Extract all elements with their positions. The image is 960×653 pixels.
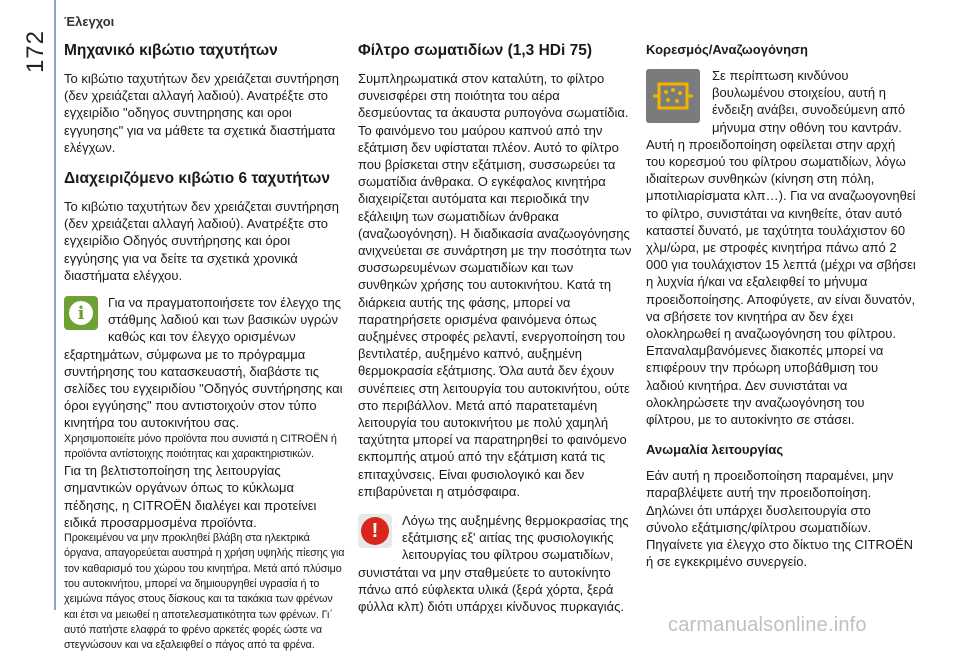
warning-icon: ! [358, 514, 392, 548]
particle-filter-title: Φίλτρο σωματιδίων (1,3 HDi 75) [358, 42, 593, 59]
column-1 [64, 42, 346, 653]
section-header: Έλεγχοι [64, 14, 115, 29]
margin-line [54, 0, 56, 610]
info-small-2: Προκειμένου να μην προκληθεί βλάβη στα ηλεκτρικά όργανα, απαγορεύεται αυστηρά η χρήση υψηλής πίεσης για τον καθαρισμό του χώρου του κινητήρα. Μετά από πλύσιμο του αυτοκινήτου, μπορεί να δημιουργηθεί υγρασία ή το χειμώνα πάγος στους δίσκους και τα τακάκια των φρένων και έτσι να μειωθεί η αποτελεσματικότητα των φρένων. Γι΄ αυτό πατήστε ελαφρά το φρένο αρκετές φορές ώστε να στεγνώσουν και να εξαλειφθεί ο πάγος από τα φρένα. [64, 532, 345, 652]
info-text-2: Για τη βελτιστοποίηση της λειτουργίας σημαντικών οργάνων όπως το κύκλωμα πέδησης, η CITROËN διαλέγει και προτείνει ειδικά προσαρμοσμένα προϊόντα. [64, 463, 317, 530]
particle-filter-text: Συμπληρωματικά στον καταλύτη, το φίλτρο συνεισφέρει στη ποιότητα του αέρα δεσμεύοντας τα άκαυστα ρυπογόνα σωματίδια. Το φαινόμενο του μαύρου καπνού από την εξάτμιση δεν υφίσταται πλέον. Αυτό το φίλτρο που βρίσκεται στην εξάτμιση, συσσωρεύει τα σωματίδια άνθρακα. Ο εγκέφαλος κινητήρα διαχειρίζεται αυτόματα και περιοδικά την εξάλειψη των σωματιδίων άνθρακα (αναζωογόνηση). Η διαδικασία αναζωογόνησης ανιχνεύεται σε συνάρτηση με την ποσότητα των συσσωρευμένων σωματιδίων και των συνθηκών χρήσης του αυτοκινήτου. Κατά τη διάρκεια αυτής της φάσης, μπορεί να παρατηρήσετε ορισμένα φαινόμενα όπως αυξημένες στροφές ρελαντί, ενεργοποίηση του βεντιλατέρ, αυξημένο καπνό, αυξημένη θερμοκρασία εξάτμισης. Όλα αυτά δεν έχουν συνέπειες στη λειτουργία του αυτοκινήτου, ούτε στο περιβάλλον. Μετά από παρατεταμένη λειτουργία του αυτοκινήτου με πολύ χαμηλή ταχύτητα μπορεί να παρατηρηθεί το φαινόμενο εκπομπής ατμού από την εξάτμιση κατά τις επιταχύνσεις. Είναι φυσιολογικό και δεν επιβαρύνεται η ατμόσφαιρα. [358, 71, 632, 499]
particle-filter-warning-icon [646, 69, 700, 123]
info-box [64, 294, 346, 653]
saturation-text-1: Σε περίπτωση κινδύνου βουλωμένου στοιχείου, αυτή η ένδειξη ανάβει, συνοδεύμενη από μήνυμα στην οθόνη του καντράν. [712, 68, 906, 135]
warning-text: Λόγω της αυξημένης θερμοκρασίας της εξάτμισης εξ' αιτίας της φυσιολογικής λειτουργίας του φίλτρου σωματιδίων, συνιστάται να μην σταθμεύετε το αυτοκίνητο πάνω από εύφλεκτα υλικά (ξερά χόρτα, ξερά φύλλα κλπ) διότι υπάρχει κίνδυνος πυρκαγιάς. [358, 513, 629, 615]
manual-gearbox-title: Μηχανικό κιβώτιο ταχυτήτων [64, 42, 278, 59]
column-3 [646, 42, 916, 570]
automated-gearbox-title: Διαχειριζόμενο κιβώτιο 6 ταχυτήτων [64, 170, 330, 188]
saturation-title: Κορεσμός/Αναζωογόνηση [646, 42, 808, 57]
info-icon: i [64, 296, 98, 330]
watermark: carmanualsonline.info [668, 614, 867, 636]
automated-gearbox-text: Το κιβώτιο ταχυτήτων δεν χρειάζεται συντήρηση (δεν χρειάζεται αλλαγή λαδιού). Ανατρέξτε στο εγχειρίδιο Οδηγός συντήρησης και όροι εγγύησης για να δείτε τα σχετικά χρονικά διαστήματα ελέγχου. [64, 199, 339, 283]
manual-gearbox-text: Το κιβώτιο ταχυτήτων δεν χρειάζεται συντήρηση (δεν χρειάζεται αλλαγή λαδιού). Ανατρέξτε στο εγχειρίδιο "οδηγος συντηρησης και οροι εγγυησης" για να μάθετε τα σχετικά διαστήματα ελέγχων. [64, 71, 339, 155]
saturation-text-2: Αυτή η προειδοποίηση οφείλεται στην αρχή του κορεσμού του φίλτρου σωματιδίων, λόγω ιδιαίτερων συνθηκών (κίνηση στη πόλη, μποτιλιαρίσματα κλπ…). Για να αναζωογονηθεί το φίλτρο, συνιστάται να κινηθείτε, όταν αυτό καταστεί δυνατό, με ταχύτητα τουλάχιστον 60 χλμ/ώρα, με στροφές κινητήρα πάνω από 2 000 για τουλάχιστον 15 λεπτά (μέχρι να σβήσει η λυχνία ή/και να εξαλειφθεί το μήνυμα προειδοποίησης. Αποφύγετε, αν είναι δυνατόν, να σβήσετε τον κινητήρα αν δεν έχει ολοκληρωθεί η αναζωογόνηση του φίλτρου. Επαναλαμβανόμενες διακοπές μπορεί να επιφέρουν την πρόωρη υποβάθμιση του λαδιού κινητήρα. Δεν συνιστάται να ολοκληρώσετε την αναζωογόνηση του φίλτρου, με το αυτοκίνητο σε στάσει. [646, 136, 916, 428]
page-number: 172 [22, 30, 49, 74]
info-small-1: Χρησιμοποιείτε μόνο προϊόντα που συνιστά η CITROËN ή προϊόντα αντίστοιχης ποιότητας και χαρακτηριστικών. [64, 432, 337, 460]
info-text: Για να πραγματοποιήσετε τον έλεγχο της στάθμης λαδιού και των βασικών υγρών καθώς και τον έλεγχο ορισμένων εξαρτημάτων, σύμφωνα με το πρόγραμμα συντήρησης του κατασκευαστή, διαβάστε τις σελίδες του εγχειριδίου "Οδηγός συντήρησης και όροι εγγύησης" που αντιστοιχούν στον τύπο κινητήρα του αυτοκινήτου σας. [64, 295, 343, 431]
column-2 [358, 42, 634, 615]
malfunction-text: Εάν αυτή η προειδοποίηση παραμένει, μην παραβλέψετε αυτή την προειδοποίηση. Δηλώνει ότι υπάρχει δυσλειτουργία στο σύνολο εξάτμισης/φίλτρου σωματιδίων. Πηγαίνετε για έλεγχο στο δίκτυο της CITROËN ή σε εγκεκριμένο συνεργείο. [646, 468, 914, 570]
malfunction-title: Ανωμαλία λειτουργίας [646, 442, 784, 458]
warning-box [358, 512, 634, 615]
